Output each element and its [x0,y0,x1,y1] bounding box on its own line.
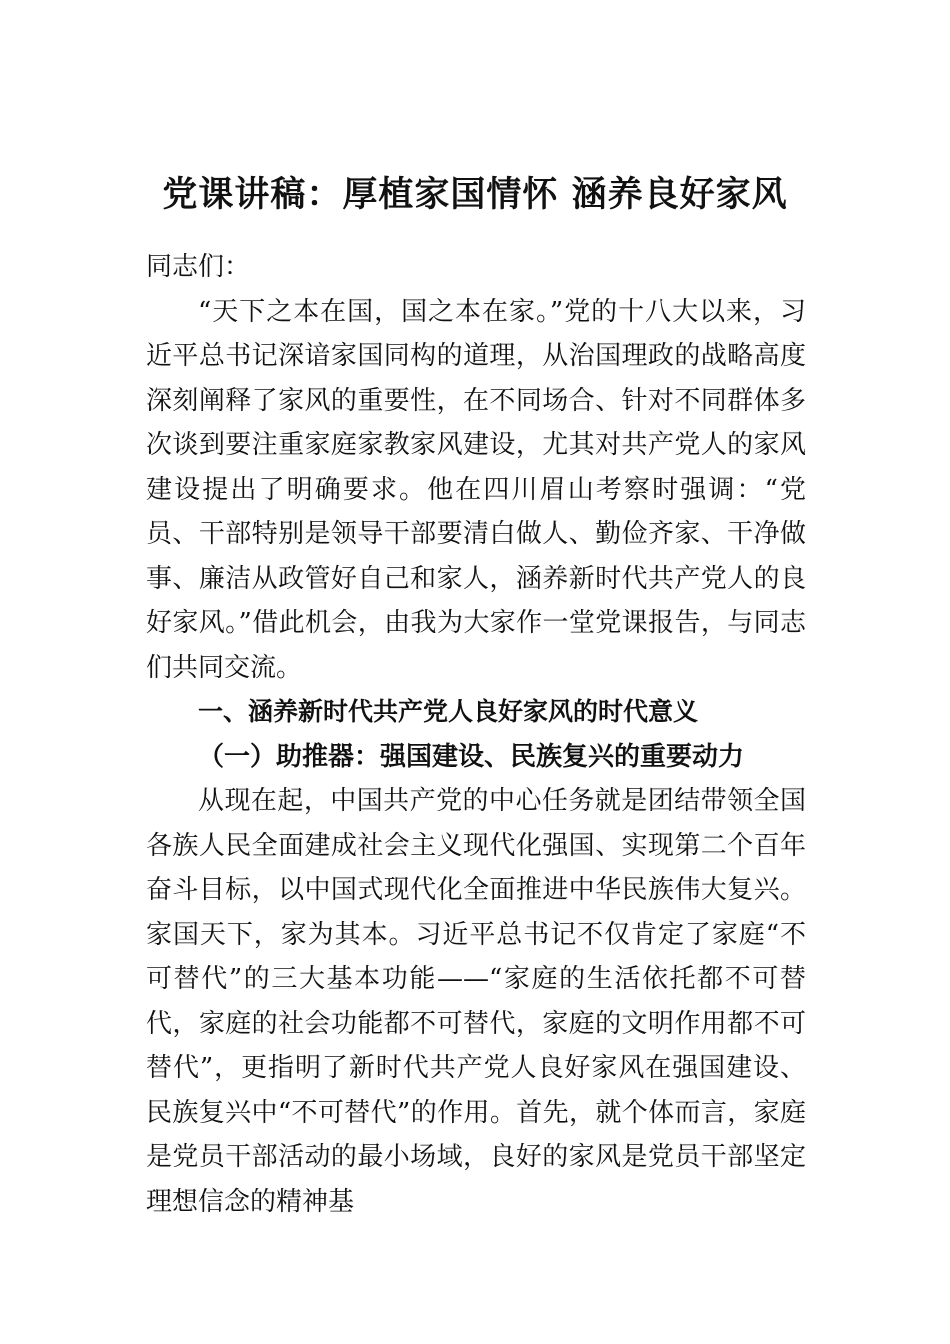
document-title: 党课讲稿：厚植家国情怀 涵养良好家风 [162,174,788,215]
intro-paragraph: “天下之本在国，国之本在家。”党的十八大以来，习近平总书记深谙家国同构的道理，从治国理政的战略高度深刻阐释了家风的重要性，在不同场合、针对不同群体多次谈到要注重家庭家教家风建设，尤其对共产党人的家风建设提出了明确要求。他在四川眉山考察时强调：“党员、干部特别是领导干部要清白做人、勤俭齐家、干净做事、廉洁从政管好自己和家人，涵养新时代共产党人的良好家风。”借此机会，由我为大家作一堂党课报告，与同志们共同交流。 [146,296,806,683]
body-paragraph: 从现在起，中国共产党的中心任务就是团结带领全国各族人民全面建成社会主义现代化强国、实现第二个百年奋斗目标，以中国式现代化全面推进中华民族伟大复兴。家国天下，家为其本。习近平总书记不仅肯定了家庭“不可替代”的三大基本功能——“家庭的生活依托都不可替代，家庭的社会功能都不可替代，家庭的文明作用都不可替代”，更指明了新时代共产党人良好家风在强国建设、民族复兴中“不可替代”的作用。首先，就个体而言，家庭是党员干部活动的最小场域，良好的家风是党员干部坚定理想信念的精神基 [146,786,806,1217]
section-heading: 一、涵养新时代共产党人良好家风的时代意义 [198,697,699,726]
subsection-heading: （一）助推器：强国建设、民族复兴的重要动力 [198,741,745,772]
salutation: 同志们： [146,252,251,282]
document-body [146,245,806,1224]
